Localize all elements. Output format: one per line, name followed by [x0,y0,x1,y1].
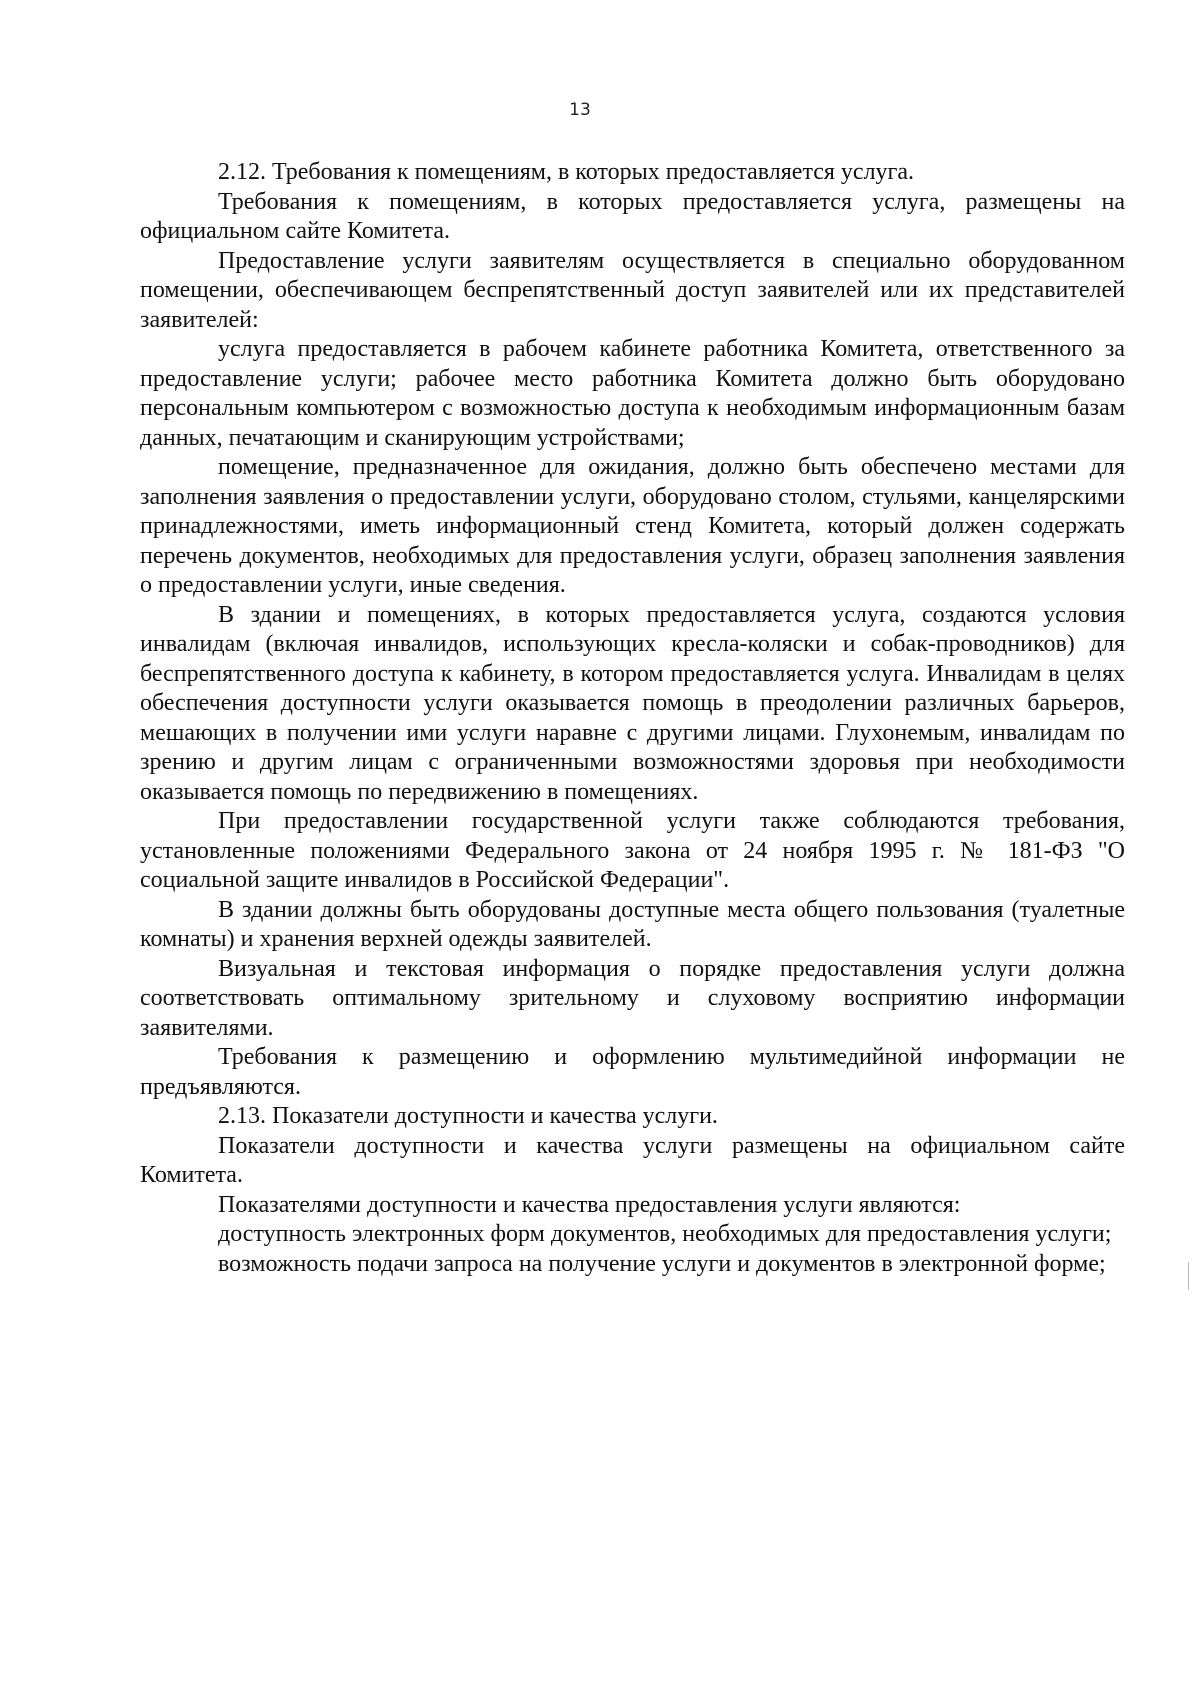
scan-margin-mark [1188,1262,1189,1290]
page-number: 13 [569,100,591,120]
paragraph: Показатели доступности и качества услуги размещены на официальном сайте Комитета. [140,1132,1125,1188]
paragraph: Визуальная и текстовая информация о порядке предоставления услуги должна соответствовать оптимальному зрительному и слуховому восприятию информации заявителями. [140,955,1125,1041]
paragraph: В здании должны быть оборудованы доступные места общего пользования (туалетные комнаты) и хранения верхней одежды заявителей. [140,896,1125,952]
paragraph: Требования к размещению и оформлению мультимедийной информации не предъявляются. [140,1044,1125,1100]
paragraph: Показателями доступности и качества предоставления услуги являются: [218,1191,961,1218]
list-item: помещение, предназначенное для ожидания, должно быть обеспечено местами для заполнения заявления о предоставлении услуги, оборудовано столом, стульями, канцелярскими принадлежностями, иметь информационный стенд Комитета, который должен содержать перечень документов, необходимых для предоставления услуги, образец заполнения заявления о предоставлении услуги, иные сведения. [140,454,1125,598]
list-item: доступность электронных форм документов, необходимых для предоставления услуги; [218,1221,1112,1247]
section-heading-2-12: 2.12. Требования к помещениям, в которых предоставляется услуга. [218,159,915,185]
paragraph: Предоставление услуги заявителям осуществляется в специально оборудованном помещении, обеспечивающем беспрепятственный доступ заявителей или их представителей заявителей: [140,247,1125,333]
paragraph: В здании и помещениях, в которых предоставляется услуга, создаются условия инвалидам (включая инвалидов, использующих кресла-коляски и собак-проводников) для беспрепятственного доступа к кабинету, в котором предоставляется услуга. Инвалидам в целях обеспечения доступности услуги оказывается помощь в преодолении различных барьеров, мешающих в получении ими услуги наравне с другими лицами. Глухонемым, инвалидам по зрению и другим лицам с ограниченными возможностями здоровья при необходимости оказывается помощь по передвижению в помещениях. [140,601,1125,805]
paragraph: Требования к помещениям, в которых предоставляется услуга, размещены на официальном сайте Комитета. [140,188,1125,244]
paragraph: При предоставлении государственной услуги также соблюдаются требования, установленные положениями Федерального закона от 24 ноября 1995 г. № 181-ФЗ "О социальной защите инвалидов в Российской Федерации". [140,808,1125,893]
list-item: услуга предоставляется в рабочем кабинете работника Комитета, ответственного за предоставление услуги; рабочее место работника Комитета должно быть оборудовано персональным компьютером с возможностью доступа к необходимым информационным базам данных, печатающим и сканирующим устройствами; [140,336,1125,451]
section-heading-2-13: 2.13. Показатели доступности и качества услуги. [218,1103,718,1129]
document-body [140,158,1125,1279]
list-item: возможность подачи запроса на получение услуги и документов в электронной форме; [218,1250,1106,1277]
